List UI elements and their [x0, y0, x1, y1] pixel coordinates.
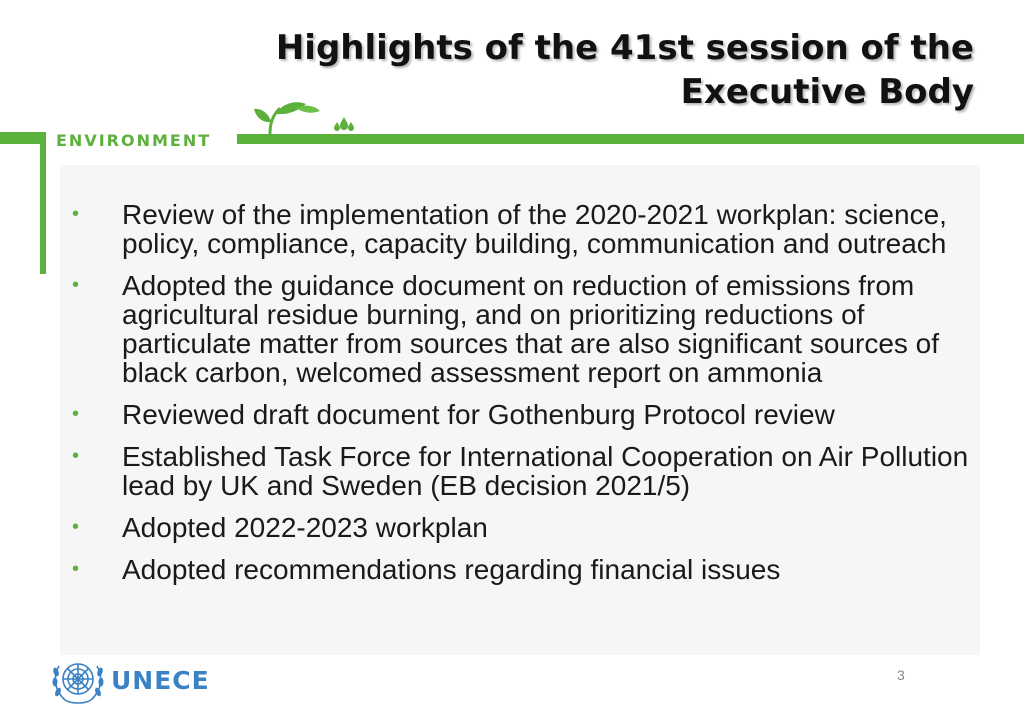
water-drops-icon: [333, 116, 355, 132]
list-item: [70, 442, 970, 500]
list-item-text: Adopted the guidance document on reduction of emissions from agricultural residue burning, and on prioritizing reductions of particulate matter from sources that are also significant sources of black carbon, welcomed assessment report on ammonia: [122, 270, 940, 388]
list-item-text: Review of the implementation of the 2020-2021 workplan: science, policy, compliance, capacity building, communication and outreach: [122, 199, 947, 259]
list-item: [70, 271, 970, 387]
bullet-list: [70, 200, 970, 597]
list-item: [70, 513, 970, 542]
un-emblem-icon: [51, 656, 105, 706]
bullet-icon: •: [72, 558, 80, 580]
slide-title-line-1: Highlights of the 41st session of the: [275, 28, 974, 68]
list-item: [70, 400, 970, 429]
list-item-text: Adopted 2022-2023 workplan: [122, 512, 488, 543]
bullet-icon: •: [72, 516, 80, 538]
section-label: ENVIRONMENT: [56, 131, 212, 150]
bullet-icon: •: [72, 403, 80, 425]
unece-logo: UNECE: [111, 666, 210, 695]
list-item-text: Reviewed draft document for Gothenburg Protocol review: [122, 399, 835, 430]
plant-icon: [252, 96, 322, 136]
list-item: [70, 555, 970, 584]
list-item-text: Established Task Force for International Cooperation on Air Pollution lead by UK and Sweden (EB decision 2021/5): [122, 441, 969, 501]
bullet-icon: •: [72, 445, 80, 467]
bullet-icon: •: [72, 203, 80, 225]
header-rule-left: [0, 132, 44, 144]
slide-title-line-2: Executive Body: [680, 72, 974, 112]
page-number: 3: [897, 667, 905, 683]
list-item-text: Adopted recommendations regarding financial issues: [122, 554, 781, 585]
bullet-icon: •: [72, 274, 80, 296]
list-item: [70, 200, 970, 258]
header-rule-right: [237, 134, 1024, 144]
accent-vertical-rule: [40, 132, 46, 274]
